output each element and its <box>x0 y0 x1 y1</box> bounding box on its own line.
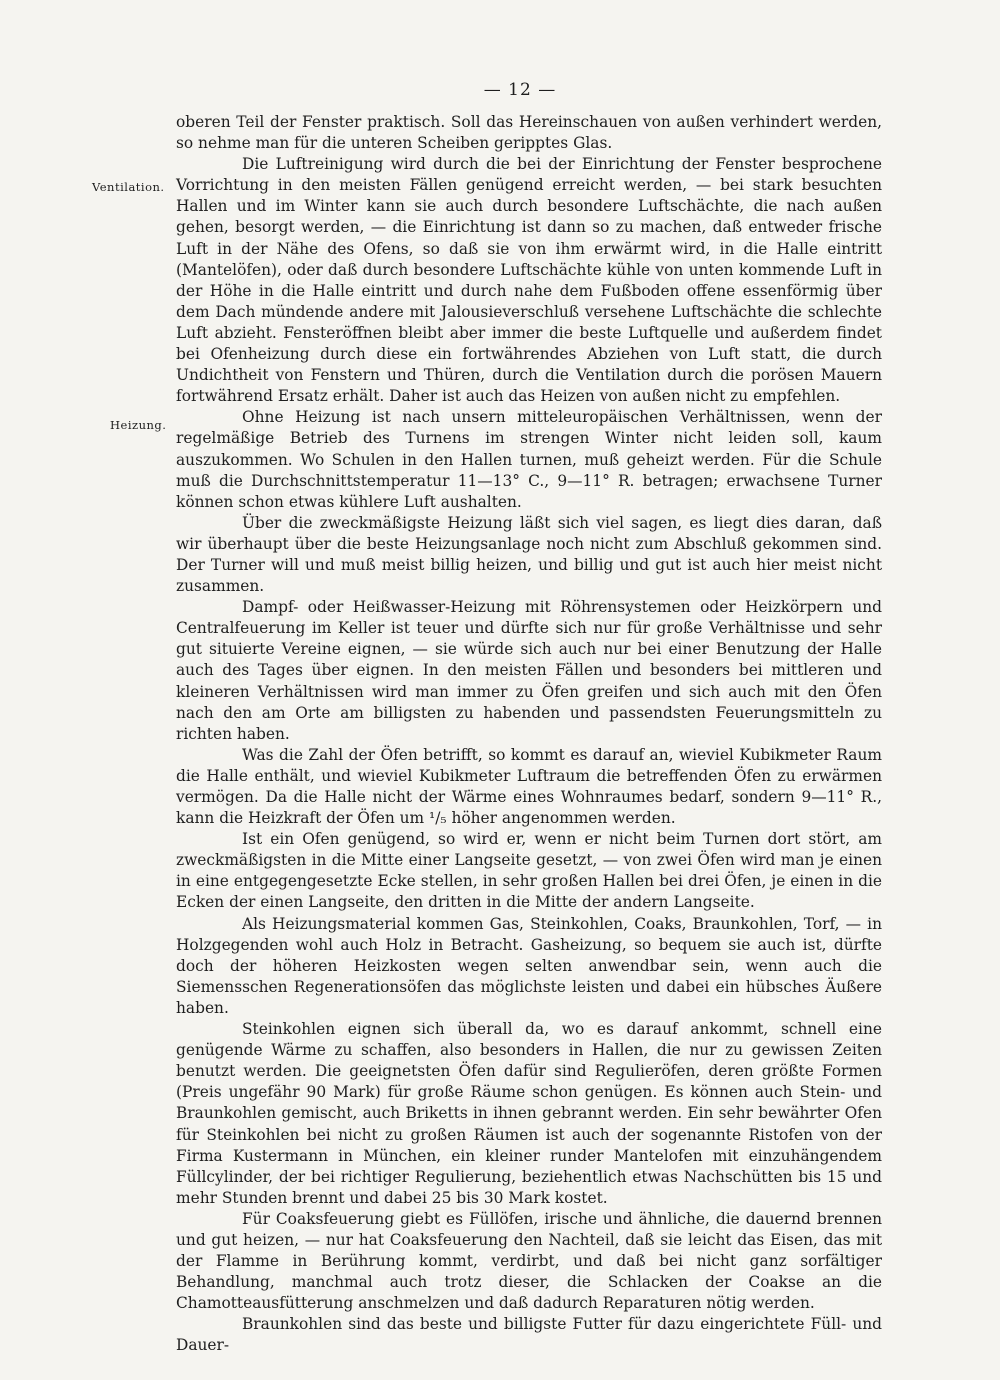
margin-note-heizung: Heizung. <box>110 418 167 432</box>
paragraph-zweckmaessigste-heizung: Über die zweckmäßigste Heizung läßt sich viel sagen, es liegt dies daran, daß wir überhaupt über die beste Heizungsanlage noch nicht zum Abschluß gekommen sind. Der Turner will und muß meist billig heizen, und billig und gut ist auch hier meist nicht zusammen. <box>176 513 882 596</box>
paragraph-dampfheizung: Dampf- oder Heißwasser-Heizung mit Röhrensystemen oder Heizkörpern und Centralfeuerung im Keller ist teuer und dürfte sich nur für große Verhältnisse und sehr gut situierte Vereine eignen, — sie würde sich auch nur bei einer Benutzung der Halle auch des Tages über eignen. In den meisten Fällen und besonders bei mittleren und kleineren Verhältnissen wird man immer zu Öfen greifen und sich auch mit den Öfen nach den am Orte am billigsten zu habenden und passendsten Feuerungsmitteln zu richten haben. <box>176 598 882 743</box>
paragraph-continuation: oberen Teil der Fenster praktisch. Soll das Hereinschauen von außen verhindert werden, so nehme man für die unteren Scheiben geripptes Glas. <box>176 113 882 153</box>
paragraph-luftreinigung: Die Luftreinigung wird durch die bei der Einrichtung der Fenster besprochene Vorrichtung in den meisten Fällen genügend erreicht werden, — bei stark besuchten Hallen und im Winter kann sie auch durch besondere Luftschächte, die nach außen gehen, besorgt werden, — die Einrichtung ist dann so zu machen, daß entweder frische Luft in der Nähe des Ofens, so daß sie von ihm erwärmt wird, in die Halle eintritt (Mantelöfen), oder daß durch besondere Luftschächte kühle von unten kommende Luft in der Höhe in die Halle eintritt und durch nahe dem Fußboden offene essenförmig über dem Dach mündende andere mit Jalousieverschluß versehene Luftschächte die schlechte Luft abzieht. Fensteröffnen bleibt aber immer die beste Luftquelle und außerdem findet bei Ofenheizung durch diese ein fortwährendes Abziehen von Luft statt, die durch Undichtheit von Fenstern und Thüren, durch die Ventilation durch die porösen Mauern fortwährend Ersatz erhält. Daher ist auch das Heizen von außen nicht zu empfehlen. <box>176 155 882 406</box>
paragraph-zahl-der-oefen: Was die Zahl der Öfen betrifft, so kommt es darauf an, wieviel Kubikmeter Raum die Halle enthält, und wieviel Kubikmeter Luftraum die betreffenden Öfen zu erwärmen vermögen. Da die Halle nicht der Wärme eines Wohnraumes bedarf, sondern 9—11° R., kann die Heizkraft der Öfen um ¹/₅ höher angenommen werden. <box>176 745 882 828</box>
margin-note-ventilation: Ventilation. <box>92 180 165 194</box>
paragraph-heizungsmaterial: Als Heizungsmaterial kommen Gas, Steinkohlen, Coaks, Braunkohlen, Torf, — in Holzgegenden wohl auch Holz in Betracht. Gasheizung, so bequem sie auch ist, dürfte doch der höheren Heizkosten wegen selten anwendbar sein, wenn auch die Siemensschen Regenerationsöfen das möglichste leisten und dabei ein hübsches Äußere haben. <box>176 914 882 1017</box>
paragraph-coaksfeuerung: Für Coaksfeuerung giebt es Füllöfen, irische und ähnliche, die dauernd brennen und gut heizen, — nur hat Coaksfeuerung den Nachteil, daß sie leicht das Eisen, das mit der Flamme in Berührung kommt, verdirbt, und daß bei nicht ganz sorfältiger Behandlung, manchmal auch trotz dieser, die Schlacken der Coakse an die Chamotteausfütterung anschmelzen und daß dadurch Reparaturen nötig werden. <box>176 1209 882 1313</box>
paragraph-heizung-intro: Ohne Heizung ist nach unsern mitteleuropäischen Verhältnissen, wenn der regelmäßige Betrieb des Turnens im strengen Winter nicht leiden soll, kaum auszukommen. Wo Schulen in den Hallen turnen, muß geheizt werden. Für die Schule muß die Durchschnittstemperatur 11—13° C., 9—11° R. betragen; erwachsene Turner können schon etwas kühlere Luft aushalten. <box>176 408 882 511</box>
paragraph-braunkohlen: Braunkohlen sind das beste und billigste Futter für dazu eingerichtete Füll- und Dauer- <box>176 1315 882 1355</box>
page-number: — 12 — <box>483 80 557 100</box>
paragraph-ofen-aufstellung: Ist ein Ofen genügend, so wird er, wenn er nicht beim Turnen dort stört, am zweckmäßigsten in die Mitte einer Langseite gesetzt, — von zwei Öfen wird man je einen in eine entgegengesetzte Ecke stellen, in sehr großen Hallen bei drei Öfen, je einen in die Ecken der einen Langseite, den dritten in die Mitte der andern Langseite. <box>176 830 882 912</box>
body-text <box>176 112 882 1357</box>
paragraph-steinkohlen: Steinkohlen eignen sich überall da, wo es darauf ankommt, schnell eine genügende Wärme zu schaffen, also besonders in Hallen, die nur zu gewissen Zeiten benutzt werden. Die geeignetsten Öfen dafür sind Regulieröfen, deren größte Formen (Preis ungefähr 90 Mark) für große Räume schon genügen. Es können auch Stein- und Braunkohlen gemischt, auch Briketts in ihnen gebrannt werden. Ein sehr bewährter Ofen für Steinkohlen bei nicht zu großen Räumen ist auch der sogenannte Ristofen von der Firma Kustermann in München, ein kleiner runder Mantelofen mit einzuhängendem Füllcylinder, der bei richtiger Regulierung, beziehentlich etwas Nachschütten bis 15 und mehr Stunden brennt und dabei 25 bis 30 Mark kostet. <box>176 1020 882 1207</box>
